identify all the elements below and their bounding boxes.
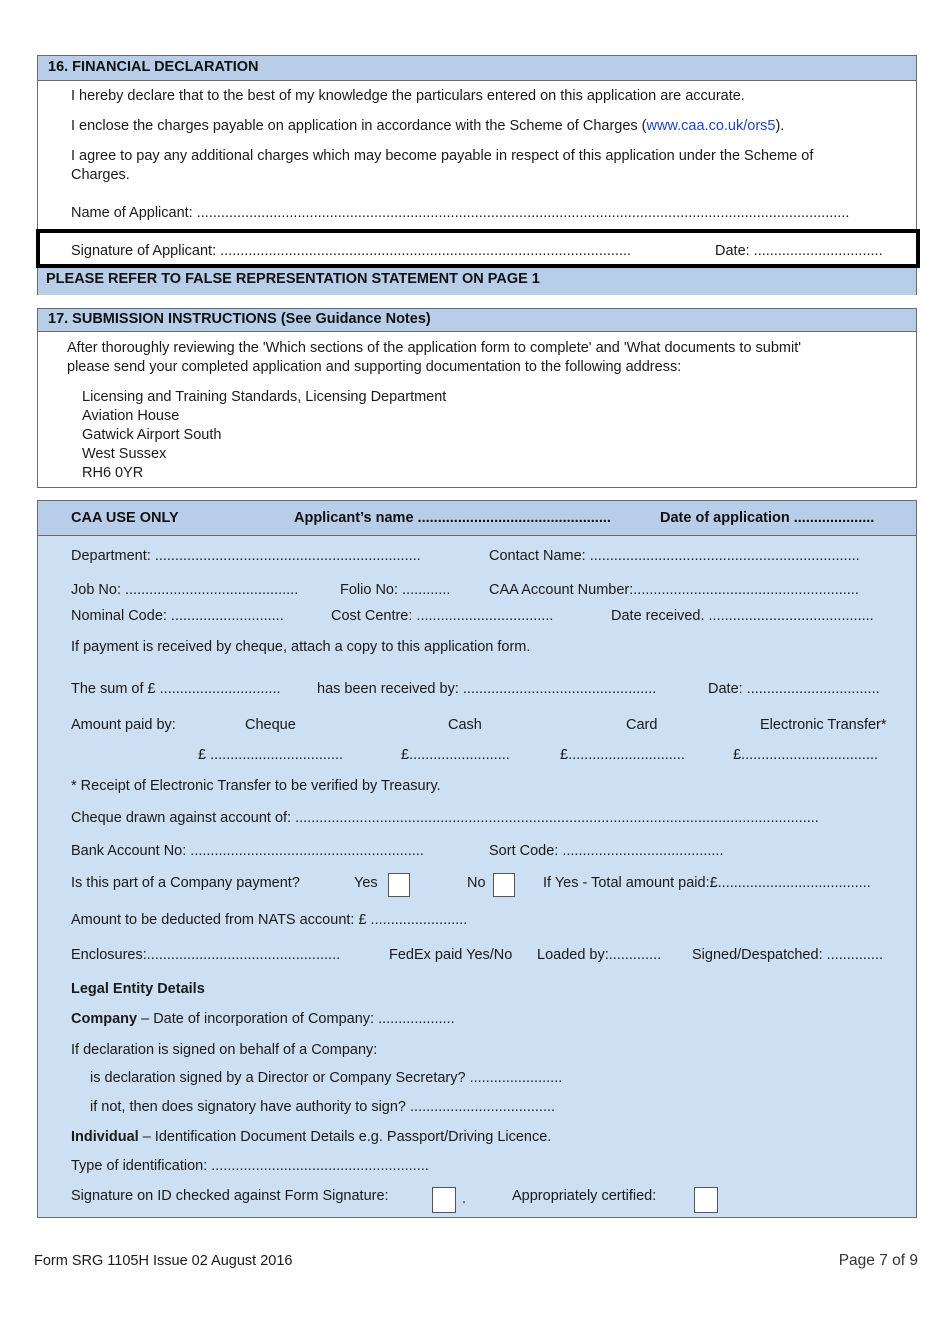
enclosures-field[interactable]: Enclosures:................................................ bbox=[71, 947, 341, 963]
nominal-code-field[interactable]: Nominal Code: ............................ bbox=[71, 608, 284, 624]
individual-id-label bbox=[71, 1129, 551, 1145]
company-label: Company bbox=[71, 1011, 138, 1027]
individual-id-text: – Identification Document Details e.g. Passport/Driving Licence. bbox=[138, 1129, 552, 1145]
form-reference: Form SRG 1105H Issue 02 August 2016 bbox=[34, 1253, 293, 1269]
caa-account-number-field[interactable]: CAA Account Number:........................................................ bbox=[489, 582, 859, 598]
signature-date-field[interactable]: Date: ................................ bbox=[715, 243, 883, 259]
electronic-transfer-label: Electronic Transfer* bbox=[760, 717, 887, 733]
cheque-label: Cheque bbox=[245, 717, 296, 733]
contact-name-field[interactable]: Contact Name: ................................................................... bbox=[489, 548, 860, 564]
address-line-2: Aviation House bbox=[82, 408, 180, 424]
address-line-3: Gatwick Airport South bbox=[82, 427, 222, 443]
amount-paid-by-label: Amount paid by: bbox=[71, 717, 176, 733]
cash-amount-field[interactable]: £......................... bbox=[401, 747, 510, 763]
electronic-amount-field[interactable]: £.................................. bbox=[733, 747, 879, 763]
signature-checked-dot: . bbox=[462, 1191, 467, 1207]
cheque-note: If payment is received by cheque, attach a copy to this application form. bbox=[71, 639, 531, 655]
section-16-title: 16. FINANCIAL DECLARATION bbox=[48, 59, 259, 75]
director-signed-field[interactable]: is declaration signed by a Director or Company Secretary? ....................... bbox=[90, 1070, 563, 1086]
card-label: Card bbox=[626, 717, 658, 733]
sort-code-field[interactable]: Sort Code: ........................................ bbox=[489, 843, 724, 859]
address-line-5: RH6 0YR bbox=[82, 465, 144, 481]
no-label: No bbox=[467, 875, 486, 891]
cheque-account-field[interactable]: Cheque drawn against account of: .................................................................................................................................. bbox=[71, 810, 819, 826]
signature-checked-checkbox[interactable] bbox=[432, 1187, 456, 1213]
section-17-title: 17. SUBMISSION INSTRUCTIONS (See Guidance Notes) bbox=[48, 311, 431, 327]
declaration-line-1: I hereby declare that to the best of my knowledge the particulars entered on this application are accurate. bbox=[71, 88, 745, 104]
behalf-of-company-label: If declaration is signed on behalf of a Company: bbox=[71, 1042, 378, 1058]
company-payment-label: Is this part of a Company payment? bbox=[71, 875, 300, 891]
cash-label: Cash bbox=[448, 717, 482, 733]
declaration-line-2-end: ). bbox=[775, 118, 785, 134]
loaded-by-field[interactable]: Loaded by:............. bbox=[537, 947, 662, 963]
received-by-field[interactable]: has been received by: ................................................ bbox=[317, 681, 657, 697]
caa-use-only-section bbox=[37, 500, 917, 1218]
submission-intro-line-1: After thoroughly reviewing the 'Which sections of the application form to complete' and 'What documents to submit' bbox=[67, 340, 802, 356]
date-field[interactable]: Date: ................................. bbox=[708, 681, 880, 697]
false-representation-warning: PLEASE REFER TO FALSE REPRESENTATION STATEMENT ON PAGE 1 bbox=[46, 271, 540, 287]
caa-use-only-title: CAA USE ONLY bbox=[71, 510, 179, 526]
address-line-4: West Sussex bbox=[82, 446, 167, 462]
date-received-field[interactable]: Date received. ......................................... bbox=[611, 608, 874, 624]
appropriately-certified-checkbox[interactable] bbox=[694, 1187, 718, 1213]
signed-despatched-field[interactable]: Signed/Despatched: .............. bbox=[692, 947, 884, 963]
total-amount-paid-field[interactable]: If Yes - Total amount paid:£...................................... bbox=[543, 875, 871, 891]
individual-label: Individual bbox=[71, 1129, 139, 1145]
applicant-name-field[interactable]: Applicant’s name ................................................ bbox=[294, 510, 611, 526]
job-no-field[interactable]: Job No: ........................................... bbox=[71, 582, 299, 598]
cheque-amount-field[interactable]: £ ................................. bbox=[198, 747, 344, 763]
yes-checkbox[interactable] bbox=[388, 873, 410, 897]
cost-centre-field[interactable]: Cost Centre: .................................. bbox=[331, 608, 554, 624]
department-field[interactable]: Department: .................................................................. bbox=[71, 548, 421, 564]
receipt-note: * Receipt of Electronic Transfer to be verified by Treasury. bbox=[71, 778, 441, 794]
scheme-of-charges-link[interactable]: www.caa.co.uk/ors5 bbox=[646, 118, 776, 134]
submission-intro-line-2: please send your completed application and supporting documentation to the following address: bbox=[67, 359, 682, 375]
company-incorporation-text: – Date of incorporation of Company: ................... bbox=[137, 1011, 455, 1027]
section-17-submission-instructions bbox=[37, 308, 917, 488]
nats-deduction-field[interactable]: Amount to be deducted from NATS account: £ ........................ bbox=[71, 912, 468, 928]
company-incorporation-field[interactable] bbox=[71, 1011, 455, 1027]
folio-no-field[interactable]: Folio No: ............ bbox=[340, 582, 451, 598]
appropriately-certified-label: Appropriately certified: bbox=[512, 1188, 657, 1204]
signatory-authority-field[interactable]: if not, then does signatory have authority to sign? .................................... bbox=[90, 1099, 556, 1115]
signature-of-applicant-field[interactable]: Signature of Applicant: ...................................................................................................... bbox=[71, 243, 632, 259]
card-amount-field[interactable]: £............................. bbox=[560, 747, 685, 763]
signature-checked-label: Signature on ID checked against Form Signature: bbox=[71, 1188, 389, 1204]
declaration-line-3b: Charges. bbox=[71, 167, 130, 183]
fedex-paid-field[interactable]: FedEx paid Yes/No bbox=[389, 947, 513, 963]
page-number: Page 7 of 9 bbox=[838, 1252, 918, 1269]
id-type-field[interactable]: Type of identification: ...................................................... bbox=[71, 1158, 429, 1174]
declaration-line-2-text: I enclose the charges payable on application in accordance with the Scheme of Charges ( bbox=[71, 118, 647, 134]
bank-account-field[interactable]: Bank Account No: .......................................................... bbox=[71, 843, 424, 859]
yes-label: Yes bbox=[354, 875, 378, 891]
declaration-line-3a: I agree to pay any additional charges which may become payable in respect of this application under the Scheme of bbox=[71, 148, 814, 164]
date-of-application-field[interactable]: Date of application .................... bbox=[660, 510, 875, 526]
no-checkbox[interactable] bbox=[493, 873, 515, 897]
sum-field[interactable]: The sum of £ .............................. bbox=[71, 681, 281, 697]
section-16-financial-declaration bbox=[37, 55, 917, 295]
legal-entity-heading: Legal Entity Details bbox=[71, 981, 205, 997]
name-of-applicant-field[interactable]: Name of Applicant: .................................................................................................................................................................. bbox=[71, 205, 850, 221]
address-line-1: Licensing and Training Standards, Licensing Department bbox=[82, 389, 447, 405]
declaration-line-2 bbox=[71, 118, 784, 134]
